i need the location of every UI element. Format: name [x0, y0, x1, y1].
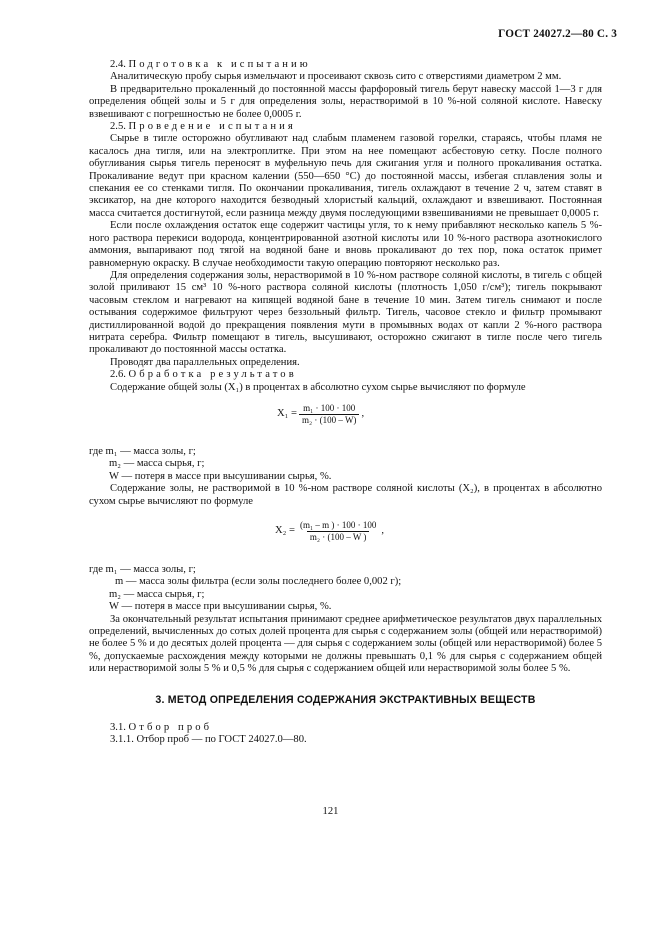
formula-x1	[89, 394, 602, 442]
document-body	[89, 59, 602, 747]
paragraph: Содержание общей золы (X₁) в процентах в абсолютно сухом сырье вычисляют по формуле	[110, 381, 526, 393]
legend-line: m₂ — масса сырья, г;	[109, 458, 205, 470]
section-title: Подготовка к испытанию	[128, 59, 311, 70]
formula-tail: ,	[361, 408, 365, 420]
legend-line: W — потеря в массе при высушивании сырья, %.	[109, 601, 332, 613]
legend-line: m₂ — масса сырья, г;	[109, 588, 205, 600]
page-header: ГОСТ 24027.2—80 С. 3	[498, 28, 617, 40]
formula-tail: ,	[381, 525, 385, 537]
formula-denominator: m₂ · (100 – W )	[307, 531, 370, 543]
section-3-heading: 3. МЕТОД ОПРЕДЕЛЕНИЯ СОДЕРЖАНИЯ ЭКСТРАКТИВНЫХ ВЕЩЕСТВ	[155, 693, 536, 706]
legend-line: W — потеря в массе при высушивании сырья, %.	[109, 470, 332, 482]
paragraph: В предварительно прокаленный до постоянной массы фарфоровый тигель берут навеску массой 1—3 г для определения общей золы и 5 г для определения золы, нерастворимой в 10 %-ной соляной кислоте. Навеску взвешивают с погрешностью не более 0,0005 г.	[89, 83, 602, 120]
section-title: Проведение испытания	[128, 121, 296, 133]
section-2-6-title	[89, 369, 602, 381]
section-title: Обработка результатов	[128, 369, 297, 381]
formula-denominator: m₂ · (100 – W)	[299, 414, 359, 426]
legend-line: m — масса золы фильтра (если золы последнего более 0,002 г);	[115, 576, 402, 588]
paragraph: Сырье в тигле осторожно обугливают над слабым пламенем газовой горелки, стараясь, чтобы пламя не касалось дна тигля, или на электроплитке. При этом на нее помещают асбестовую сетку. После полного обугливания сырья тигель переносят в муфельную печь для сжигания угля и полного прокаливания остатка. Прокаливание ведут при красном калении (550—650 °С) до постоянной массы, избегая сплавления золы и спекания ее со стенками тигля. По окончании прокаливания, тигель охлаждают в течение 2 ч, затем ставят в эксикатор, на дне которого находится безводный хлористый кальций, охлаждают и взвешивают. Постоянная масса считается достигнутой, если разница между двумя последующими взвешиваниями не превышает 0,0005 г.	[89, 133, 602, 219]
section-number: 2.4.	[110, 59, 126, 70]
legend-line: где m₁ — масса золы, г;	[89, 445, 196, 457]
section-number: 2.5.	[110, 121, 126, 133]
section-number: 3.1.	[110, 722, 126, 734]
section-title: Отбор проб	[128, 722, 213, 734]
paragraph: За окончательный результат испытания принимают среднее арифметическое результатов двух параллельных определений, вычисленных до сотых долей процента для сырья с содержанием золы (общей или нерастворимой) не более 5 % и до десятых долей процента — для сырья с содержанием золы (общей или нерастворимой) более 5 %, допускаемые расхождения между которыми не должны превышать 0,1 % для сырья с содержанием общей или нерастворимой золы 5 % и 0,5 % для сырья с содержанием общей или нерастворимой золы более 5 %.	[89, 613, 602, 675]
formula-lhs: X₁ =	[277, 408, 297, 420]
section-number: 2.6.	[110, 369, 126, 381]
formula-numerator: (m₁ – m ) · 100 · 100	[299, 520, 377, 530]
formula-lhs: X₂ =	[275, 525, 295, 537]
paragraph: 3.1.1. Отбор проб — по ГОСТ 24027.0—80.	[110, 734, 307, 746]
section-2-4-title	[89, 59, 602, 71]
page-number: 121	[322, 806, 339, 817]
section-3-1-title	[89, 722, 602, 734]
section-2-5-title	[89, 121, 602, 133]
formula-legend-1	[89, 446, 602, 483]
formula-numerator: m₁ · 100 · 100	[303, 402, 356, 413]
paragraph: Если после охлаждения остаток еще содержит частицы угля, то к нему прибавляют несколько капель 5 %-ного раствора перекиси водорода, концентрированной азотной кислоты или 10 %-ного раствора азотнокислого аммония, выпаривают под тягой на водяной бане и вновь прокаливают до тех пор, пока остаток примет равномерную окраску. В случае необходимости такую операцию повторяют несколько раз.	[89, 220, 602, 269]
legend-line: где m₁ — масса золы, г;	[89, 564, 196, 575]
formula-x2	[89, 508, 602, 560]
formula-legend-2	[89, 564, 602, 614]
paragraph: Для определения содержания золы, нерастворимой в 10 %-ном растворе соляной кислоты, в тигель с общей золой приливают 15 см³ 10 %-ного раствора соляной кислоты (плотность 1,050 г/см³); тигель покрывают часовым стеклом и нагревают на кипящей водяной бане в течение 10 мин. Затем тигель снимают и после остывания содержимое фильтруют через беззольный фильтр. Тигель, часовое стекло и фильтр промывают дистиллированной водой до прекращения появления мути в промывных водах от капли 2 %-ного раствора нитрата серебра. Фильтр помещают в тигель, высушивают, осторожно сжигают в тигле после чего тигель прокаливают до постоянной массы остатка.	[89, 269, 602, 356]
paragraph: Аналитическую пробу сырья измельчают и просеивают сквозь сито с отверстиями диаметром 2 мм.	[110, 71, 562, 83]
paragraph: Содержание золы, не растворимой в 10 %-ном растворе соляной кислоты (X₂), в процентах в абсолютно сухом сырье вычисляют по формуле	[89, 483, 602, 507]
paragraph: Проводят два параллельных определения.	[110, 356, 300, 368]
